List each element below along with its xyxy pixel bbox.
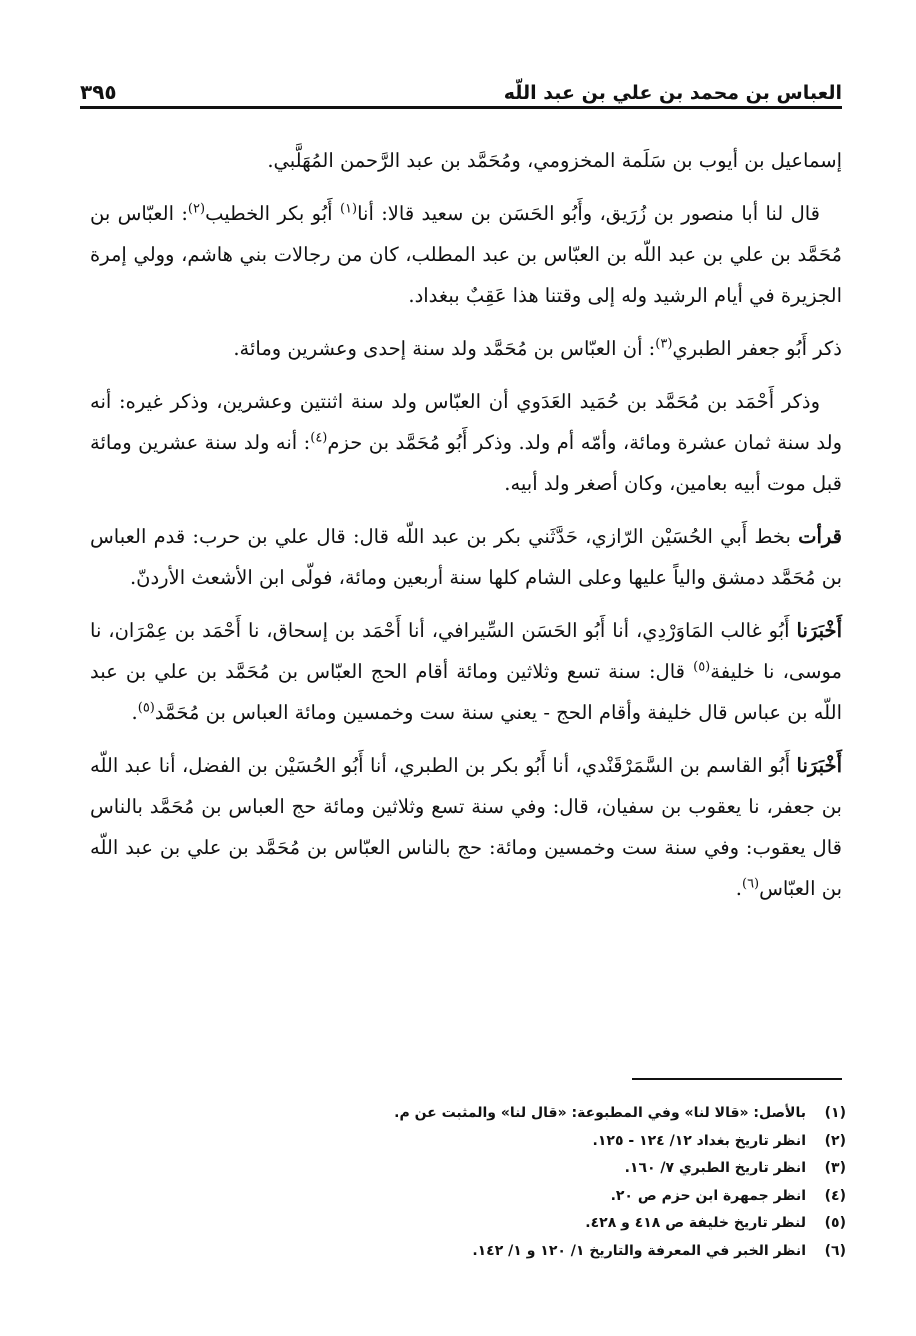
footnote-1	[90, 1100, 846, 1128]
paragraph-text: أَبُو القاسم بن السَّمَرْقَنْدي، أنا أَبُو بكر بن الطبري، أنا أَبُو الحُسَيْن بن الفضل، أنا عبد اللّه بن جعفر، نا يعقوب بن سفيان، قال: وفي سنة تسع وثلاثين ومائة حج العباس بن مُحَمَّد بالناس قال يعقوب: وفي سنة ست وخمسين ومائة: حج بالناس العبّاس بن مُحَمَّد بن علي بن عبد اللّه بن العبّاس	[90, 754, 842, 900]
main-text	[90, 140, 842, 921]
paragraph-text: قال: سنة تسع وثلاثين ومائة أقام الحج العبّاس بن مُحَمَّد بن علي بن عبد اللّه بن عباس قال خليفة وأقام الحج - يعني سنة ست وخمسين ومائة العباس بن مُحَمَّد	[90, 660, 842, 724]
footnote-ref-2[interactable]: (٢)	[187, 201, 206, 217]
paragraph-2	[90, 193, 842, 316]
footnote-ref-5[interactable]: (٥)	[693, 659, 711, 675]
page-number: ٣٩٥	[80, 80, 117, 104]
paragraph-text: أَبُو بكر الخطيب	[205, 202, 340, 225]
paragraph-text: قال لنا أبا منصور بن زُرَيق، وأَبُو الحَسَن بن سعيد قالا: أنا	[357, 202, 820, 225]
paragraph-3	[90, 328, 842, 369]
paragraph-text: .	[131, 701, 138, 724]
footnote-number: (٦)	[824, 1242, 846, 1259]
paragraph-text: : أنه ولد سنة عشرين ومائة قبل موت أبيه بعامين، وكان أصغر ولد أبيه.	[90, 431, 842, 495]
paragraph-text: .	[735, 877, 742, 900]
running-title: العباس بن محمد بن علي بن عبد اللّه	[503, 82, 842, 104]
footnote-text: انظر تاريخ بغداد ١٢/ ١٢٤ - ١٢٥.	[592, 1132, 806, 1149]
paragraph-text: وذكر أَحْمَد بن مُحَمَّد بن حُمَيد العَدَوي أن العبّاس ولد سنة اثنتين وعشرين، وذكر غيره: أنه ولد سنة ثمان عشرة ومائة، وأمّه أم ولد. وذكر أَبُو مُحَمَّد بن حزم	[90, 390, 842, 454]
footnote-text: بالأصل: «قالا لنا» وفي المطبوعة: «قال لنا» والمثبت عن م.	[394, 1105, 806, 1121]
paragraph-5	[90, 516, 842, 598]
paragraph-text: بخط أَبي الحُسَيْن الرّازي، حَدَّثَني بكر بن عبد اللّه قال: قال علي بن حرب: قدم العباس بن مُحَمَّد دمشق والياً عليها وعلى الشام كلها سنة أربعين ومائة، فولّى ابن الأشعث الأردنّ.	[90, 525, 842, 589]
paragraph-lead-word: أَخْبَرَنا	[796, 619, 842, 642]
paragraph-text: : العبّاس بن مُحَمَّد بن علي بن عبد اللّه بن العبّاس بن عبد المطلب، كان من رجالات بني هاشم، وولي إمرة الجزيرة في أيام الرشيد وله إلى وقتنا هذا عَقِبٌ ببغداد.	[90, 202, 842, 307]
paragraph-lead-word: قرأت	[798, 525, 842, 548]
paragraph-6	[90, 610, 842, 733]
page-header	[80, 70, 842, 104]
paragraph-lead-word: أَخْبَرَنا	[796, 754, 842, 777]
footnote-ref-5b[interactable]: (٥)	[137, 700, 155, 716]
footnote-3	[90, 1155, 846, 1183]
footnotes	[90, 1100, 846, 1265]
footnote-number: (٣)	[824, 1160, 846, 1176]
footnote-text: لنظر تاريخ خليفة ص ٤١٨ و ٤٢٨.	[585, 1215, 806, 1231]
footnote-text: انظر تاريخ الطبري ٧/ ١٦٠.	[624, 1160, 806, 1176]
footnote-separator	[632, 1078, 842, 1080]
footnote-text: انظر الخبر في المعرفة والتاريخ ١/ ١٢٠ و ١/ ١٤٢.	[472, 1242, 806, 1259]
footnote-ref-4[interactable]: (٤)	[310, 430, 328, 446]
footnote-ref-6[interactable]: (٦)	[741, 876, 760, 892]
paragraph-7	[90, 745, 842, 909]
footnote-4	[90, 1183, 846, 1211]
paragraph-text: إسماعيل بن أيوب بن سَلَمة المخزومي، ومُحَمَّد بن عبد الرَّحمن المُهَلَّبي.	[267, 149, 842, 172]
footnote-ref-3[interactable]: (٣)	[655, 336, 673, 352]
paragraph-text: أَبُو غالب المَاوَرْدِي، أنا أَبُو الحَسَن السِّيرافي، أنا أَحْمَد بن إسحاق، نا أَحْمَد بن عِمْرَان، نا موسى، نا خليفة	[90, 619, 842, 683]
paragraph-1	[90, 140, 842, 181]
footnote-number: (٥)	[824, 1215, 846, 1231]
footnote-ref-1[interactable]: (١)	[339, 201, 358, 217]
footnote-2	[90, 1128, 846, 1156]
footnote-6	[90, 1238, 846, 1266]
footnote-text: انظر جمهرة ابن حزم ص ٢٠.	[610, 1187, 806, 1204]
footnote-number: (٢)	[824, 1132, 846, 1149]
paragraph-4	[90, 381, 842, 504]
paragraph-text: : أن العبّاس بن مُحَمَّد ولد سنة إحدى وعشرين ومائة.	[233, 337, 656, 360]
footnote-number: (٤)	[824, 1187, 846, 1204]
header-rule	[80, 106, 842, 109]
paragraph-text: ذكر أَبُو جعفر الطبري	[672, 337, 842, 360]
footnote-5	[90, 1210, 846, 1238]
footnote-number: (١)	[824, 1105, 846, 1121]
